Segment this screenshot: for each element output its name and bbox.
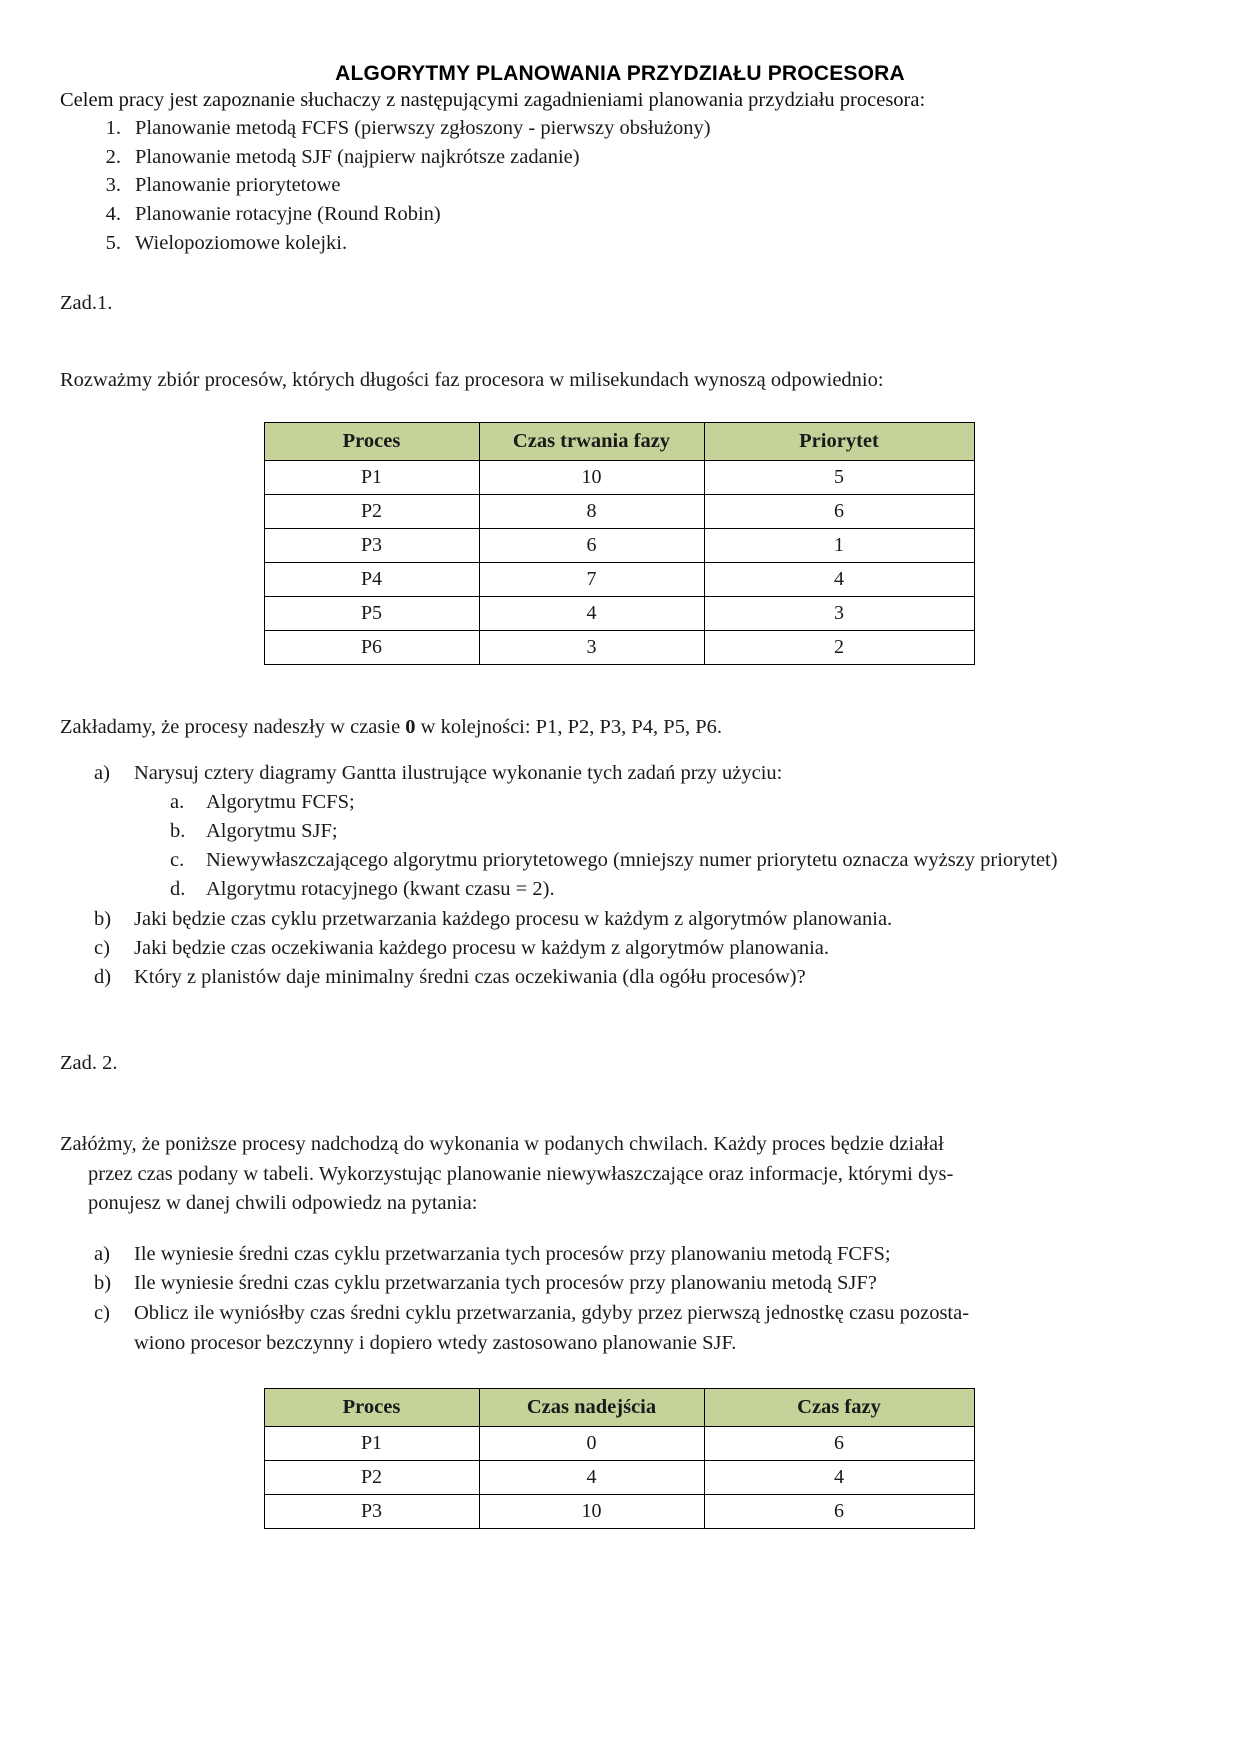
table-cell: 1 bbox=[704, 529, 974, 563]
table-cell: 6 bbox=[479, 529, 704, 563]
task1-lead: Rozważmy zbiór procesów, których długości faz procesora w milisekundach wynoszą odpowiednio: bbox=[60, 369, 884, 392]
task1-heading: Zad.1. bbox=[60, 291, 113, 314]
list-item bbox=[170, 875, 1178, 904]
list-marker: 2. bbox=[105, 145, 121, 168]
table-cell: 10 bbox=[479, 1495, 704, 1529]
table-cell: 4 bbox=[704, 1461, 974, 1495]
table-cell: 3 bbox=[704, 597, 974, 631]
table-cell: 0 bbox=[479, 1427, 704, 1461]
table-cell: 4 bbox=[704, 563, 974, 597]
table-cell: 5 bbox=[704, 461, 974, 495]
assumption-time-value: 0 bbox=[405, 715, 416, 738]
table-row bbox=[264, 1427, 974, 1461]
list-text: Algorytmu rotacyjnego (kwant czasu = 2). bbox=[206, 878, 555, 901]
list-item bbox=[95, 114, 1178, 143]
list-item bbox=[90, 1269, 1178, 1299]
list-marker: b) bbox=[94, 907, 112, 930]
table-row bbox=[264, 631, 974, 665]
table-row bbox=[264, 597, 974, 631]
list-item bbox=[90, 963, 1178, 992]
task1-subitems bbox=[60, 788, 1178, 904]
page-title: ALGORYTMY PLANOWANIA PRZYDZIAŁU PROCESORA bbox=[335, 62, 905, 85]
table-row bbox=[264, 1461, 974, 1495]
list-text: Wielopoziomowe kolejki. bbox=[135, 231, 348, 254]
task2-paragraph-line2: przez czas podany w tabeli. Wykorzystując planowanie niewywłaszczające oraz informacje, którymi dys- bbox=[88, 1162, 954, 1185]
list-text: Niewywłaszczającego algorytmu priorytetowego (mniejszy numer priorytetu oznacza wyższy priorytet) bbox=[206, 849, 1058, 872]
table-header-row bbox=[264, 423, 974, 461]
table-header-cell: Czas nadejścia bbox=[479, 1389, 704, 1427]
list-marker bbox=[90, 1329, 134, 1359]
table-row bbox=[264, 495, 974, 529]
list-item bbox=[90, 1240, 1178, 1270]
table-cell: P3 bbox=[264, 1495, 479, 1529]
table-cell: P2 bbox=[264, 1461, 479, 1495]
list-item bbox=[90, 1299, 1178, 1329]
list-item bbox=[90, 759, 1178, 788]
list-marker: b. bbox=[170, 820, 186, 843]
task2-heading: Zad. 2. bbox=[60, 1052, 118, 1075]
table-header-cell: Proces bbox=[264, 423, 479, 461]
list-item bbox=[170, 846, 1178, 875]
list-marker: 1. bbox=[105, 117, 121, 140]
task2-items bbox=[60, 1240, 1178, 1359]
task2-table bbox=[264, 1388, 975, 1529]
list-marker: a) bbox=[94, 762, 110, 785]
table-cell: 3 bbox=[479, 631, 704, 665]
table-header-cell: Czas trwania fazy bbox=[479, 423, 704, 461]
table-cell: P2 bbox=[264, 495, 479, 529]
table-cell: 6 bbox=[704, 495, 974, 529]
list-marker: d) bbox=[94, 965, 112, 988]
task1-items-a bbox=[60, 759, 1178, 788]
table-cell: 4 bbox=[479, 597, 704, 631]
list-item bbox=[95, 143, 1178, 172]
list-text: Algorytmu SJF; bbox=[206, 820, 338, 843]
list-text: Planowanie metodą SJF (najpierw najkrótsze zadanie) bbox=[135, 145, 580, 168]
table-cell: 6 bbox=[704, 1495, 974, 1529]
table-cell: 7 bbox=[479, 563, 704, 597]
table-cell: 10 bbox=[479, 461, 704, 495]
list-item bbox=[90, 905, 1178, 934]
table-cell: P6 bbox=[264, 631, 479, 665]
list-text: Algorytmu FCFS; bbox=[206, 791, 355, 814]
list-item bbox=[170, 817, 1178, 846]
list-text: Oblicz ile wyniósłby czas średni cyklu przetwarzania, gdyby przez pierwszą jednostkę czasu pozosta- bbox=[134, 1301, 970, 1324]
list-text: Ile wyniesie średni czas cyklu przetwarzania tych procesów przy planowaniu metodą FCFS; bbox=[134, 1242, 891, 1265]
table-row bbox=[264, 461, 974, 495]
table-cell: 4 bbox=[479, 1461, 704, 1495]
table-header-cell: Czas fazy bbox=[704, 1389, 974, 1427]
list-marker: a. bbox=[170, 791, 185, 814]
list-marker: b) bbox=[94, 1272, 112, 1295]
list-marker: d. bbox=[170, 878, 186, 901]
list-marker: c) bbox=[94, 936, 110, 959]
task2-paragraph-line3: ponujesz w danej chwili odpowiedz na pytania: bbox=[88, 1192, 478, 1215]
list-marker: 3. bbox=[105, 174, 121, 197]
list-text: Jaki będzie czas oczekiwania każdego procesu w każdym z algorytmów planowania. bbox=[134, 936, 830, 959]
task1-items-bcd bbox=[60, 905, 1178, 992]
list-marker: c) bbox=[94, 1301, 110, 1324]
table-row bbox=[264, 529, 974, 563]
table-header-cell: Priorytet bbox=[704, 423, 974, 461]
topics-list bbox=[60, 114, 1178, 257]
list-item bbox=[90, 1329, 1178, 1359]
list-text: Narysuj cztery diagramy Gantta ilustrujące wykonanie tych zadań przy użyciu: bbox=[134, 762, 783, 785]
task1-assumption bbox=[60, 686, 1178, 739]
table-cell: P3 bbox=[264, 529, 479, 563]
list-item bbox=[170, 788, 1178, 817]
list-marker: 4. bbox=[105, 203, 121, 226]
table-cell: P1 bbox=[264, 1427, 479, 1461]
task2-paragraph bbox=[60, 1096, 1178, 1219]
list-text: Jaki będzie czas cyklu przetwarzania każdego procesu w każdym z algorytmów planowania. bbox=[134, 907, 893, 930]
list-item bbox=[95, 229, 1178, 258]
table-cell: P1 bbox=[264, 461, 479, 495]
table-header-row bbox=[264, 1389, 974, 1427]
table-cell: 2 bbox=[704, 631, 974, 665]
intro-paragraph: Celem pracy jest zapoznanie słuchaczy z następującymi zagadnieniami planowania przydziału procesora: bbox=[60, 89, 926, 111]
list-item bbox=[90, 934, 1178, 963]
assumption-suffix: w kolejności: P1, P2, P3, P4, P5, P6. bbox=[415, 715, 722, 738]
list-item bbox=[95, 200, 1178, 229]
table-row bbox=[264, 1495, 974, 1529]
list-text: Planowanie rotacyjne (Round Robin) bbox=[135, 203, 441, 226]
list-text: Planowanie priorytetowe bbox=[135, 174, 341, 197]
list-item bbox=[95, 171, 1178, 200]
table-row bbox=[264, 563, 974, 597]
assumption-prefix: Zakładamy, że procesy nadeszły w czasie bbox=[60, 715, 406, 738]
document-body bbox=[0, 86, 1240, 1529]
task2-paragraph-line1: Załóżmy, że poniższe procesy nadchodzą do wykonania w podanych chwilach. Każdy proces będzie działał bbox=[60, 1132, 944, 1155]
table-header-cell: Proces bbox=[264, 1389, 479, 1427]
table-cell: 8 bbox=[479, 495, 704, 529]
task1-table bbox=[264, 422, 975, 665]
list-text: wiono procesor bezczynny i dopiero wtedy zastosowano planowanie SJF. bbox=[134, 1331, 737, 1354]
list-marker: 5. bbox=[105, 231, 121, 254]
list-text: Ile wyniesie średni czas cyklu przetwarzania tych procesów przy planowaniu metodą SJF? bbox=[134, 1272, 877, 1295]
list-text: Planowanie metodą FCFS (pierwszy zgłoszony - pierwszy obsłużony) bbox=[135, 117, 711, 140]
list-marker: a) bbox=[94, 1242, 110, 1265]
table-cell: 6 bbox=[704, 1427, 974, 1461]
list-text: Który z planistów daje minimalny średni czas oczekiwania (dla ogółu procesów)? bbox=[134, 965, 806, 988]
table-cell: P5 bbox=[264, 597, 479, 631]
list-marker: c. bbox=[170, 849, 185, 872]
table-cell: P4 bbox=[264, 563, 479, 597]
